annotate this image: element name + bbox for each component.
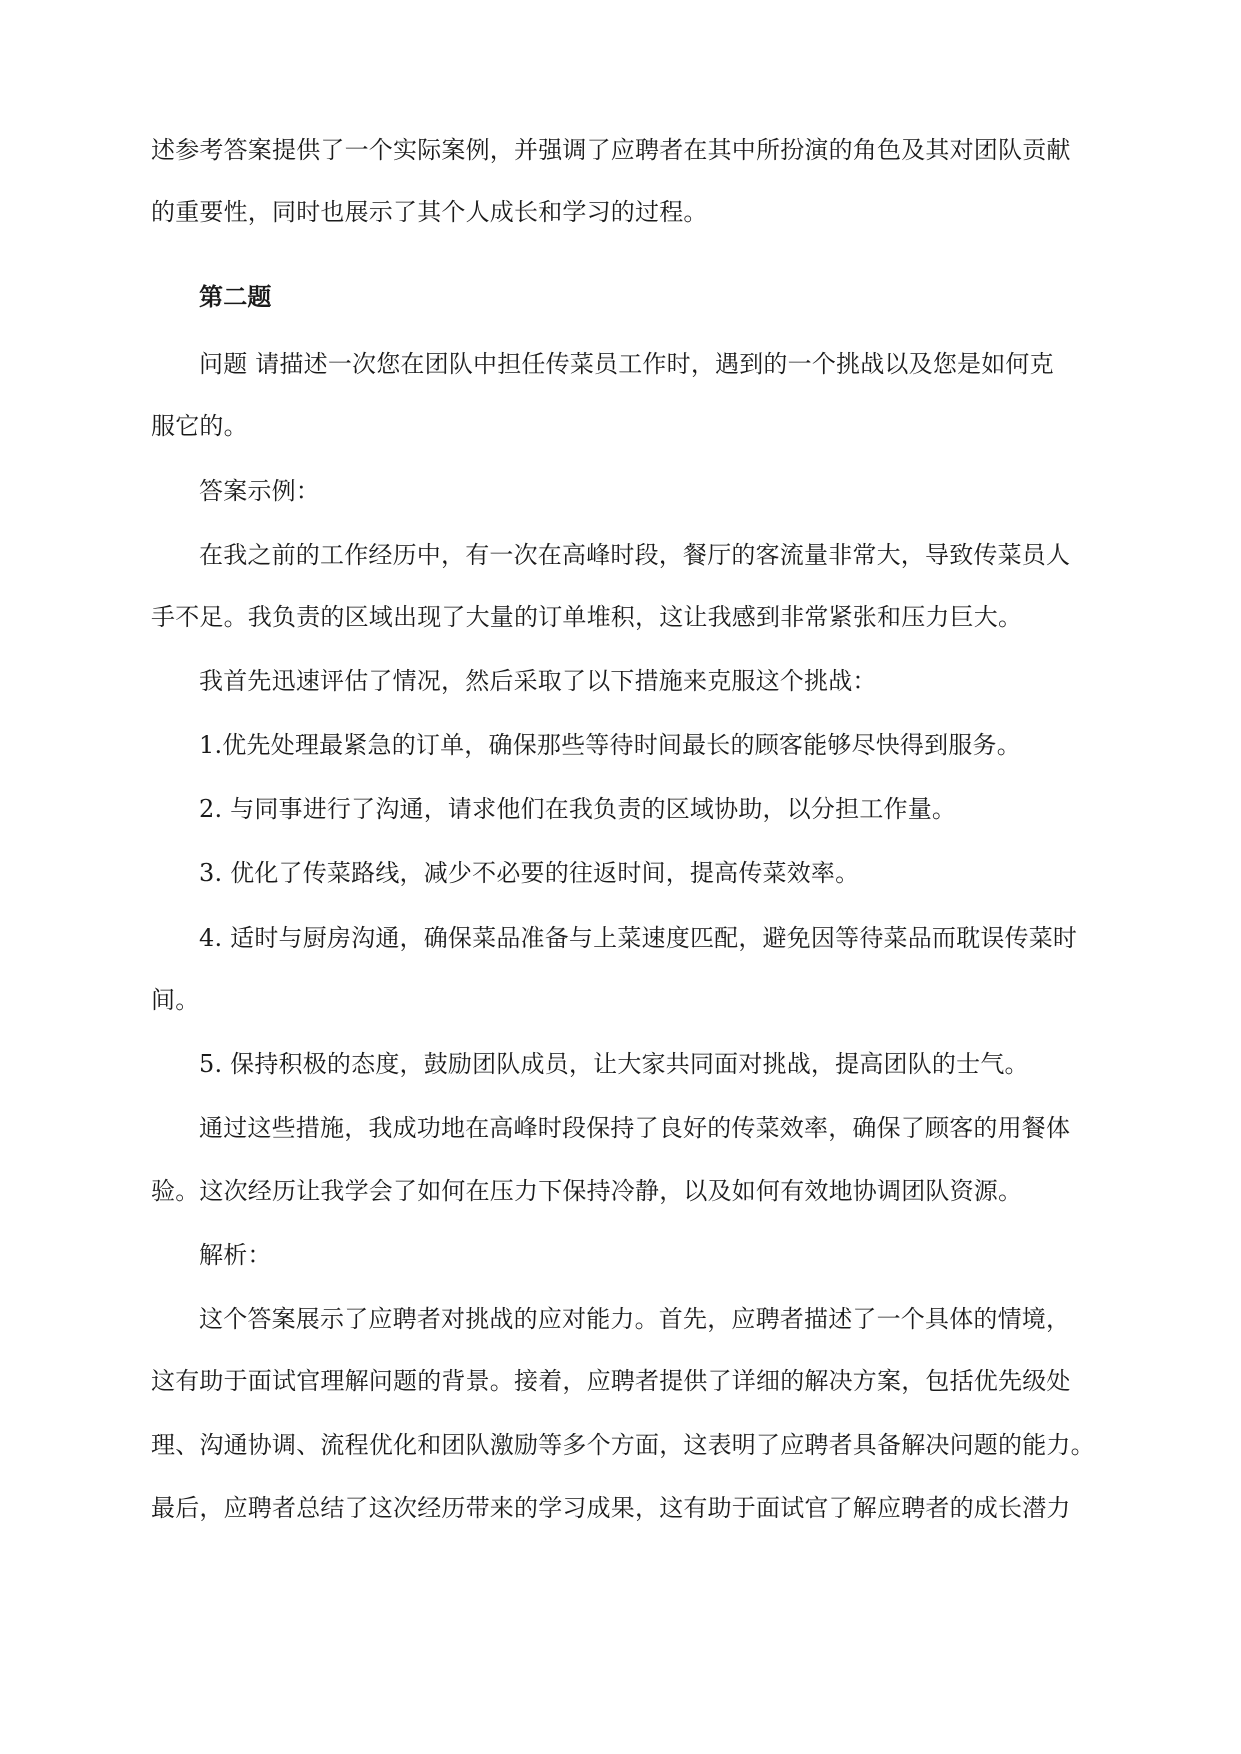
question-line: 问题 请描述一次您在团队中担任传菜员工作时，遇到的一个挑战以及您是如何克 [199, 350, 1054, 378]
paragraph-line: 验。这次经历让我学会了如何在压力下保持冷静，以及如何有效地协调团队资源。 [151, 1177, 1023, 1205]
paragraph-line: 的重要性，同时也展示了其个人成长和学习的过程。 [151, 198, 708, 226]
paragraph-line: 理、沟通协调、流程优化和团队激励等多个方面，这表明了应聘者具备解决问题的能力。 [151, 1431, 1095, 1459]
list-item-continuation: 间。 [151, 986, 200, 1014]
paragraph-line: 这有助于面试官理解问题的背景。接着，应聘者提供了详细的解决方案，包括优先级处 [151, 1367, 1071, 1395]
list-item: 5. 保持积极的态度，鼓励团队成员，让大家共同面对挑战，提高团队的士气。 [199, 1050, 1029, 1078]
paragraph-line: 最后，应聘者总结了这次经历带来的学习成果，这有助于面试官了解应聘者的成长潜力 [151, 1494, 1071, 1522]
list-item: 1.优先处理最紧急的订单，确保那些等待时间最长的顾客能够尽快得到服务。 [199, 731, 1021, 759]
list-item: 4. 适时与厨房沟通，确保菜品准备与上菜速度匹配，避免因等待菜品而耽误传菜时 [199, 924, 1078, 952]
paragraph-line: 在我之前的工作经历中，有一次在高峰时段，餐厅的客流量非常大，导致传菜员人 [199, 541, 1071, 569]
list-item: 2. 与同事进行了沟通，请求他们在我负责的区域协助，以分担工作量。 [199, 795, 957, 823]
paragraph-line: 手不足。我负责的区域出现了大量的订单堆积，这让我感到非常紧张和压力巨大。 [151, 603, 1023, 631]
analysis-label: 解析： [199, 1241, 272, 1269]
paragraph-line: 这个答案展示了应聘者对挑战的应对能力。首先，应聘者描述了一个具体的情境， [199, 1305, 1071, 1333]
paragraph-line: 通过这些措施，我成功地在高峰时段保持了良好的传菜效率，确保了顾客的用餐体 [199, 1114, 1071, 1142]
paragraph-line: 我首先迅速评估了情况，然后采取了以下措施来克服这个挑战： [199, 667, 877, 695]
paragraph-line: 述参考答案提供了一个实际案例，并强调了应聘者在其中所扮演的角色及其对团队贡献 [151, 136, 1071, 164]
answer-label: 答案示例： [199, 477, 320, 505]
question-line: 服它的。 [151, 412, 248, 440]
section-heading: 第二题 [199, 282, 272, 311]
list-item: 3. 优化了传菜路线，减少不必要的往返时间，提高传菜效率。 [199, 859, 860, 887]
